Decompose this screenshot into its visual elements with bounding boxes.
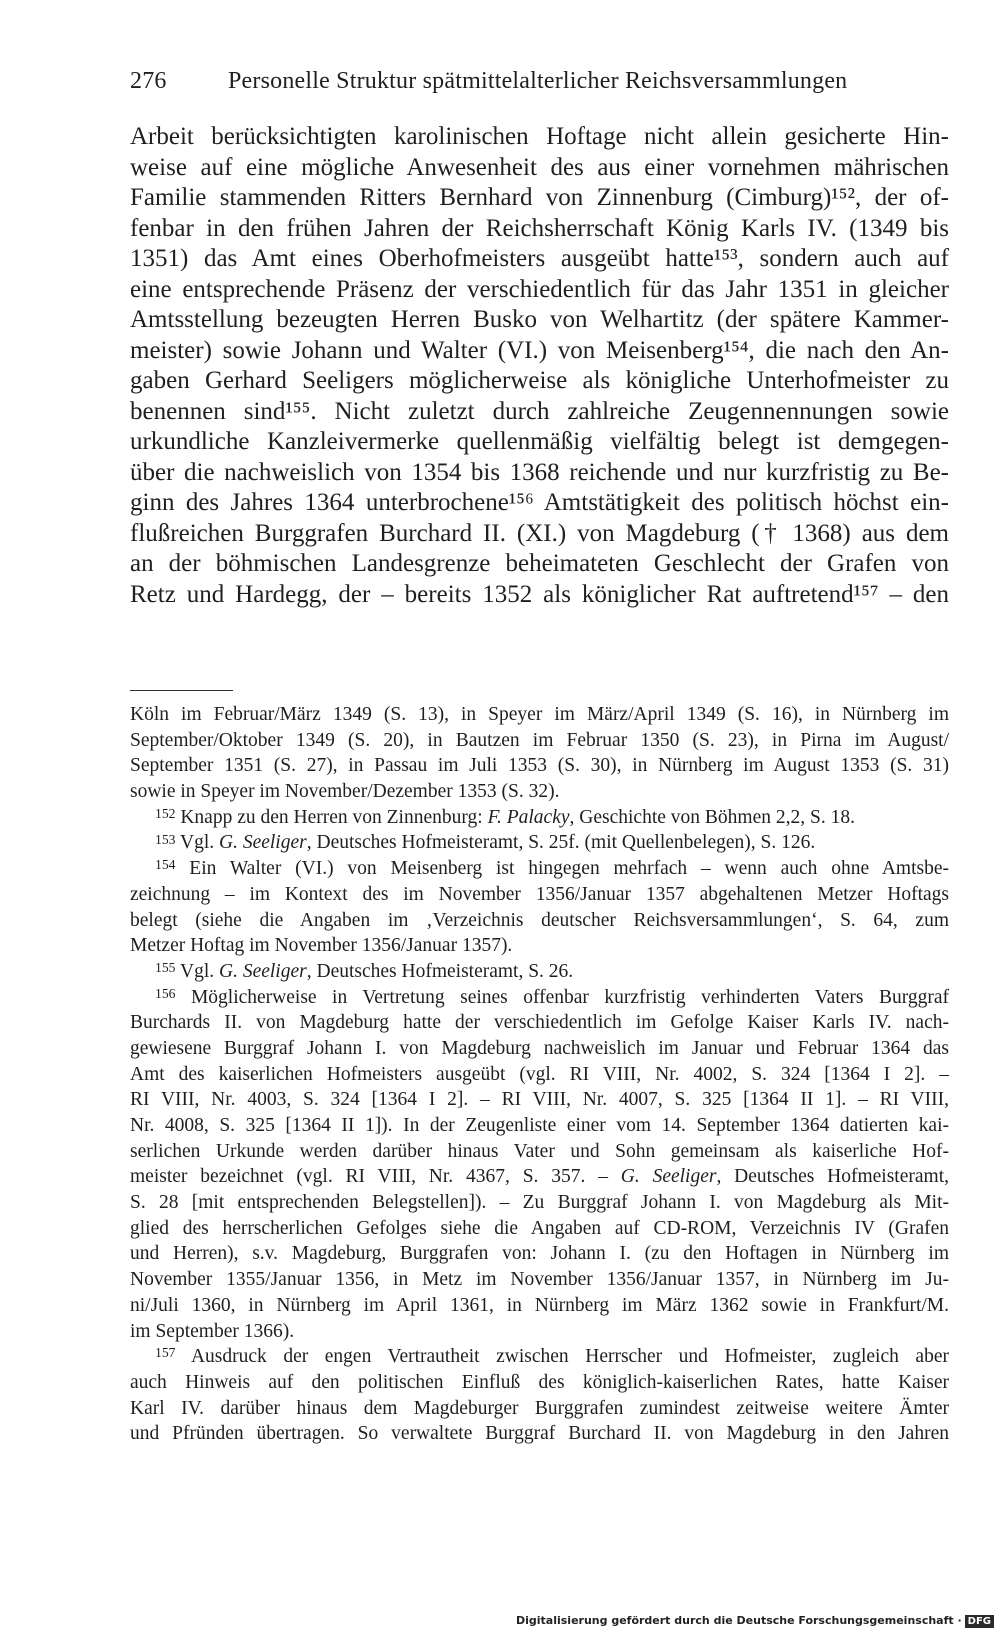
footnote-157 (130, 1344, 949, 1370)
footnote-line: im September 1366). (130, 1320, 295, 1342)
footnote-text: meister bezeichnet (vgl. RI VIII, Nr. 4367, S. 357. – (130, 1166, 621, 1188)
body-line: 1351) das Amt eines Oberhofmeisters ausgeübt hatte¹⁵³, sondern auch auf (130, 245, 949, 272)
footnote-line: zeichnung – im Kontext des im November 1356/Januar 1357 abgehaltenen Metzer Hoftags (130, 883, 949, 905)
body-line: benennen sind¹⁵⁵. Nicht zuletzt durch zahlreiche Zeugennennungen sowie (130, 397, 949, 425)
footnote-line: belegt (siehe die Angaben im ‚Verzeichnis deutscher Reichsversammlungen‘, S. 64, zum (130, 909, 949, 931)
dfg-logo: DFG (965, 1615, 994, 1628)
footnote-153 (130, 830, 949, 856)
footnote-number: 155 (155, 960, 176, 976)
footnote-text: Vgl. (175, 832, 219, 854)
body-line: gaben Gerhard Seeligers möglicherweise als königliche Unterhofmeister zu (130, 367, 949, 394)
footnote-text: Vgl. (175, 960, 219, 982)
footnote-continuation-line: sowie in Speyer im November/Dezember 1353 (S. 32). (130, 781, 560, 803)
body-line: Amtsstellung bezeugten Herren Busko von Welhartitz (der spätere Kammer- (130, 306, 949, 333)
footnote-author: G. Seeliger (620, 1166, 717, 1188)
footnote-line: und Pfründen übertragen. So verwaltete Burggraf Burchard II. von Magdeburg in den Jahren (130, 1423, 949, 1445)
body-line: weise auf eine mögliche Anwesenheit des aus einer vornehmen mährischen (130, 153, 949, 181)
footnote-text: Knapp zu den Herren von Zinnenburg: (175, 806, 488, 828)
body-line: Retz und Hardegg, der – bereits 1352 als königlicher Rat auftretend¹⁵⁷ – den (130, 580, 949, 608)
body-line: Arbeit berücksichtigten karolinischen Hoftage nicht allein gesicherte Hin- (130, 123, 949, 150)
footnote-line: Amt des kaiserlichen Hofmeisters ausgeübt (vgl. RI VIII, Nr. 4002, S. 324 [1364 I 2]. – (130, 1063, 949, 1085)
body-line: eine entsprechende Präsenz der verschiedentlich für das Jahr 1351 in gleicher (130, 275, 949, 303)
footnote-155 (130, 959, 949, 985)
footnote-line: Nr. 4008, S. 325 [1364 II 1]). In der Zeugenliste einer vom 14. September 1364 datierten kai- (130, 1115, 949, 1136)
footnote-line: Metzer Hoftag im November 1356/Januar 1357). (130, 935, 513, 957)
main-text (130, 122, 949, 610)
body-line: flußreichen Burggrafen Burchard II. (XI.) von Magdeburg († 1368) aus dem (130, 519, 949, 547)
footnote-text: Ein Walter (VI.) von Meisenberg ist hingegen mehrfach – wenn auch ohne Amtsbe- (175, 858, 949, 880)
footnote-154 (130, 856, 949, 882)
footnote-line: Karl IV. darüber hinaus dem Magdeburger Burggrafen zumindest zeitweise weitere Ämter (130, 1397, 949, 1419)
footnote-line (130, 1164, 949, 1190)
footnote-line: S. 28 [mit entsprechenden Belegstellen]). – Zu Burggraf Johann I. von Magdeburg als Mit- (130, 1192, 949, 1214)
body-line: urkundliche Kanzleivermerke quellenmäßig vielfältig belegt ist demgegen- (130, 428, 949, 455)
body-line: Familie stammenden Ritters Bernhard von Zinnenburg (Cimburg)¹⁵², der of- (130, 184, 949, 211)
footnote-line: auch Hinweis auf den politischen Einfluß des königlich-kaiserlichen Rates, hatte Kaiser (130, 1371, 949, 1393)
footnote-continuation-line: Köln im Februar/März 1349 (S. 13), in Speyer im März/April 1349 (S. 16), in Nürnberg im (130, 704, 949, 725)
footnote-number: 153 (155, 831, 176, 847)
footnote-text: , Deutsches Hofmeisteramt, S. 26. (306, 960, 574, 982)
footnote-continuation-line: September 1351 (S. 27), in Passau im Juli 1353 (S. 30), in Nürnberg im August 1353 (S. 31) (130, 755, 949, 777)
footnote-line: und Herren), s.v. Magdeburg, Burggrafen von: Johann I. (zu den Hoftagen in Nürnberg im (130, 1243, 949, 1265)
footnote-line: RI VIII, Nr. 4003, S. 324 [1364 I 2]. – RI VIII, Nr. 4007, S. 325 [1364 II 1]. – RI VIII, (130, 1089, 949, 1111)
footnote-number: 156 (155, 985, 176, 1001)
footnote-line: Burchards II. von Magdeburg hatte der verschiedentlich im Gefolge Kaiser Karls IV. nach- (130, 1012, 949, 1034)
footnote-rule (130, 690, 233, 691)
body-line: über die nachweislich von 1354 bis 1368 reichende und nur kurzfristig zu Be- (130, 458, 949, 486)
footnote-author: G. Seeliger (219, 832, 307, 854)
footnote-author: G. Seeliger (219, 960, 307, 982)
digitization-credit (516, 1614, 994, 1628)
footnote-text: , Deutsches Hofmeisteramt, (716, 1166, 949, 1188)
running-title: Personelle Struktur spätmittelalterlicher Reichsversammlungen (228, 68, 848, 94)
body-line: meister) sowie Johann und Walter (VI.) von Meisenberg¹⁵⁴, die nach den An- (130, 336, 949, 364)
footnote-continuation-line: September/Oktober 1349 (S. 20), in Bautzen im Februar 1350 (S. 23), in Pirna im August/ (130, 729, 949, 751)
footnote-text: Ausdruck der engen Vertrautheit zwischen Herrscher und Hofmeister, zugleich aber (175, 1346, 949, 1368)
body-line: an der böhmischen Landesgrenze beheimateten Geschlecht der Grafen von (130, 550, 949, 577)
footnote-text: Möglicherweise in Vertretung seines offenbar kurzfristig verhinderten Vaters Burggraf (175, 986, 949, 1008)
footnote-text: , Deutsches Hofmeisteramt, S. 25f. (mit Quellenbelegen), S. 126. (306, 832, 816, 854)
footnote-line: ni/Juli 1360, in Nürnberg im April 1361, in Nürnberg im März 1362 sowie in Frankfurt/M. (130, 1294, 949, 1316)
footnote-152 (130, 805, 949, 831)
footnote-number: 152 (155, 805, 176, 821)
footnote-line: November 1355/Januar 1356, in Metz im November 1356/Januar 1357, in Nürnberg im Ju- (130, 1269, 949, 1291)
footnote-number: 157 (155, 1345, 176, 1361)
footnote-text: , Geschichte von Böhmen 2,2, S. 18. (569, 806, 855, 828)
footnotes (130, 702, 949, 1447)
footnote-line: gewiesene Burggraf Johann I. von Magdeburg nachweislich im Januar und Februar 1364 das (130, 1037, 949, 1059)
footnote-line: serlichen Urkunde werden darüber hinaus Vater und Sohn gemeinsam als kaiserliche Hof- (130, 1140, 949, 1162)
credit-text: Digitalisierung gefördert durch die Deutsche Forschungsgemeinschaft · (515, 1614, 962, 1627)
body-line: ginn des Jahres 1364 unterbrochene¹⁵⁶ Amtstätigkeit des politisch höchst ein- (130, 489, 949, 516)
footnote-line: glied des herrscherlichen Gefolges siehe die Angaben auf CD-ROM, Verzeichnis IV (Grafen (130, 1217, 949, 1239)
footnote-author: F. Palacky (487, 806, 570, 828)
body-line: fenbar in den frühen Jahren der Reichsherrschaft König Karls IV. (1349 bis (130, 214, 949, 242)
footnote-number: 154 (155, 857, 176, 873)
footnote-156 (130, 985, 949, 1011)
page-number: 276 (130, 68, 167, 94)
